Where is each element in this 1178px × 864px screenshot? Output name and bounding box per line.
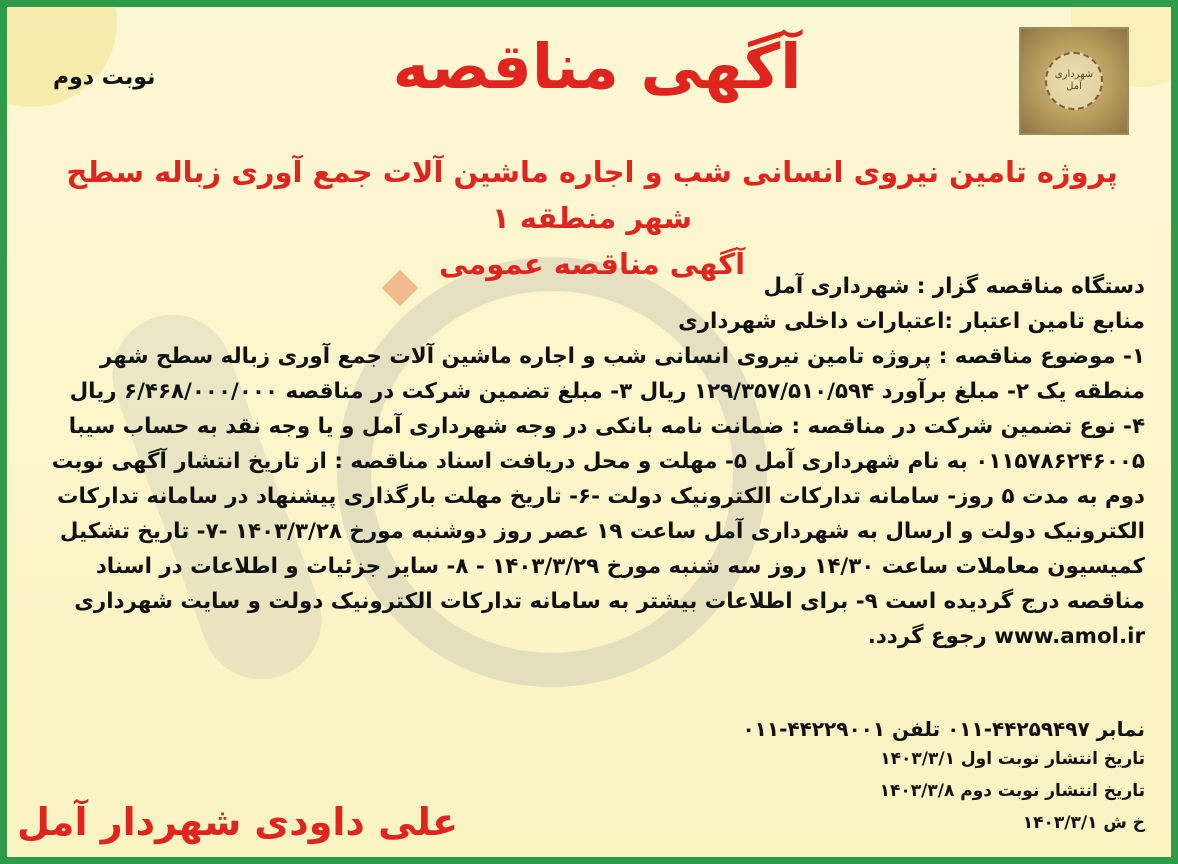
- reference-code: خ ش ۱۴۰۳/۳/۱: [1022, 813, 1145, 833]
- page-title: آگهی مناقصه: [392, 30, 802, 103]
- ad-paper: [7, 7, 1171, 857]
- tender-details: ۱- موضوع مناقصه : پروژه تامین نیروی انسانی شب و اجاره ماشین آلات جمع آوری زباله سطح شهر منطقه یک ۲- مبلغ برآورد ۱۲۹/۳۵۷/۵۱۰/۵۹۴ ریال ۳- مبلغ تضمین شرکت در مناقصه ۶/۴۶۸/۰۰۰/۰۰۰ ریال ۴- نوع تضمین شرکت در مناقصه : ضمانت نامه بانکی در وجه شهرداری آمل و یا وجه نقد به حساب سیبا ۰۱۱۵۷۸۶۲۴۶۰۰۵ به نام شهرداری آمل ۵- مهلت و محل دریافت اسناد مناقصه : از تاریخ انتشار آگهی نوبت دوم به مدت ۵ روز- سامانه تدارکات الکترونیک دولت -۶- تاریخ مهلت بارگذاری پیشنهاد در سامانه تدارکات الکترونیک دولت و ارسال به شهرداری آمل ساعت ۱۹ عصر روز دوشنبه مورخ ۱۴۰۳/۳/۲۸ -۷- تاریخ تشکیل کمیسیون معاملات ساعت ۱۴/۳۰ روز سه شنبه مورخ ۱۴۰۳/۳/۲۹ - ۸- سایر جزئیات و اطلاعات در اسناد مناقصه درج گردیده است ۹- برای اطلاعات بیشتر به سامانه تدارکات الکترونیک دولت و سایت شهرداری www.amol.ir رجوع گردد.: [51, 344, 1145, 649]
- municipality-logo: [1019, 27, 1129, 135]
- subtitle-block: [47, 149, 1137, 287]
- logo-emblem: شهرداری آمل: [1045, 52, 1103, 110]
- second-publication-date: تاریخ انتشار نوبت دوم ۱۴۰۳/۳/۸: [879, 781, 1145, 801]
- contact-numbers: نمابر ۴۴۲۵۹۴۹۷-۰۱۱ تلفن ۴۴۲۲۹۰۰۱-۰۱۱: [742, 717, 1145, 741]
- decorative-corner: [7, 7, 117, 107]
- project-title: پروژه تامین نیروی انسانی شب و اجاره ماشین آلات جمع آوری زباله سطح شهر منطقه ۱: [66, 155, 1118, 235]
- mayor-signature: علی داودی شهردار آمل: [17, 800, 459, 844]
- tender-authority: دستگاه مناقصه گزار : شهرداری آمل: [763, 274, 1145, 299]
- tender-type: آگهی مناقصه عمومی: [438, 247, 746, 281]
- publication-dates: [647, 743, 1145, 839]
- first-publication-date: تاریخ انتشار نوبت اول ۱۴۰۳/۳/۱: [880, 749, 1145, 769]
- tender-body: [47, 269, 1145, 654]
- publication-round: نوبت دوم: [53, 65, 156, 90]
- funding-source: منابع تامین اعتبار :اعتبارات داخلی شهرداری: [678, 309, 1145, 334]
